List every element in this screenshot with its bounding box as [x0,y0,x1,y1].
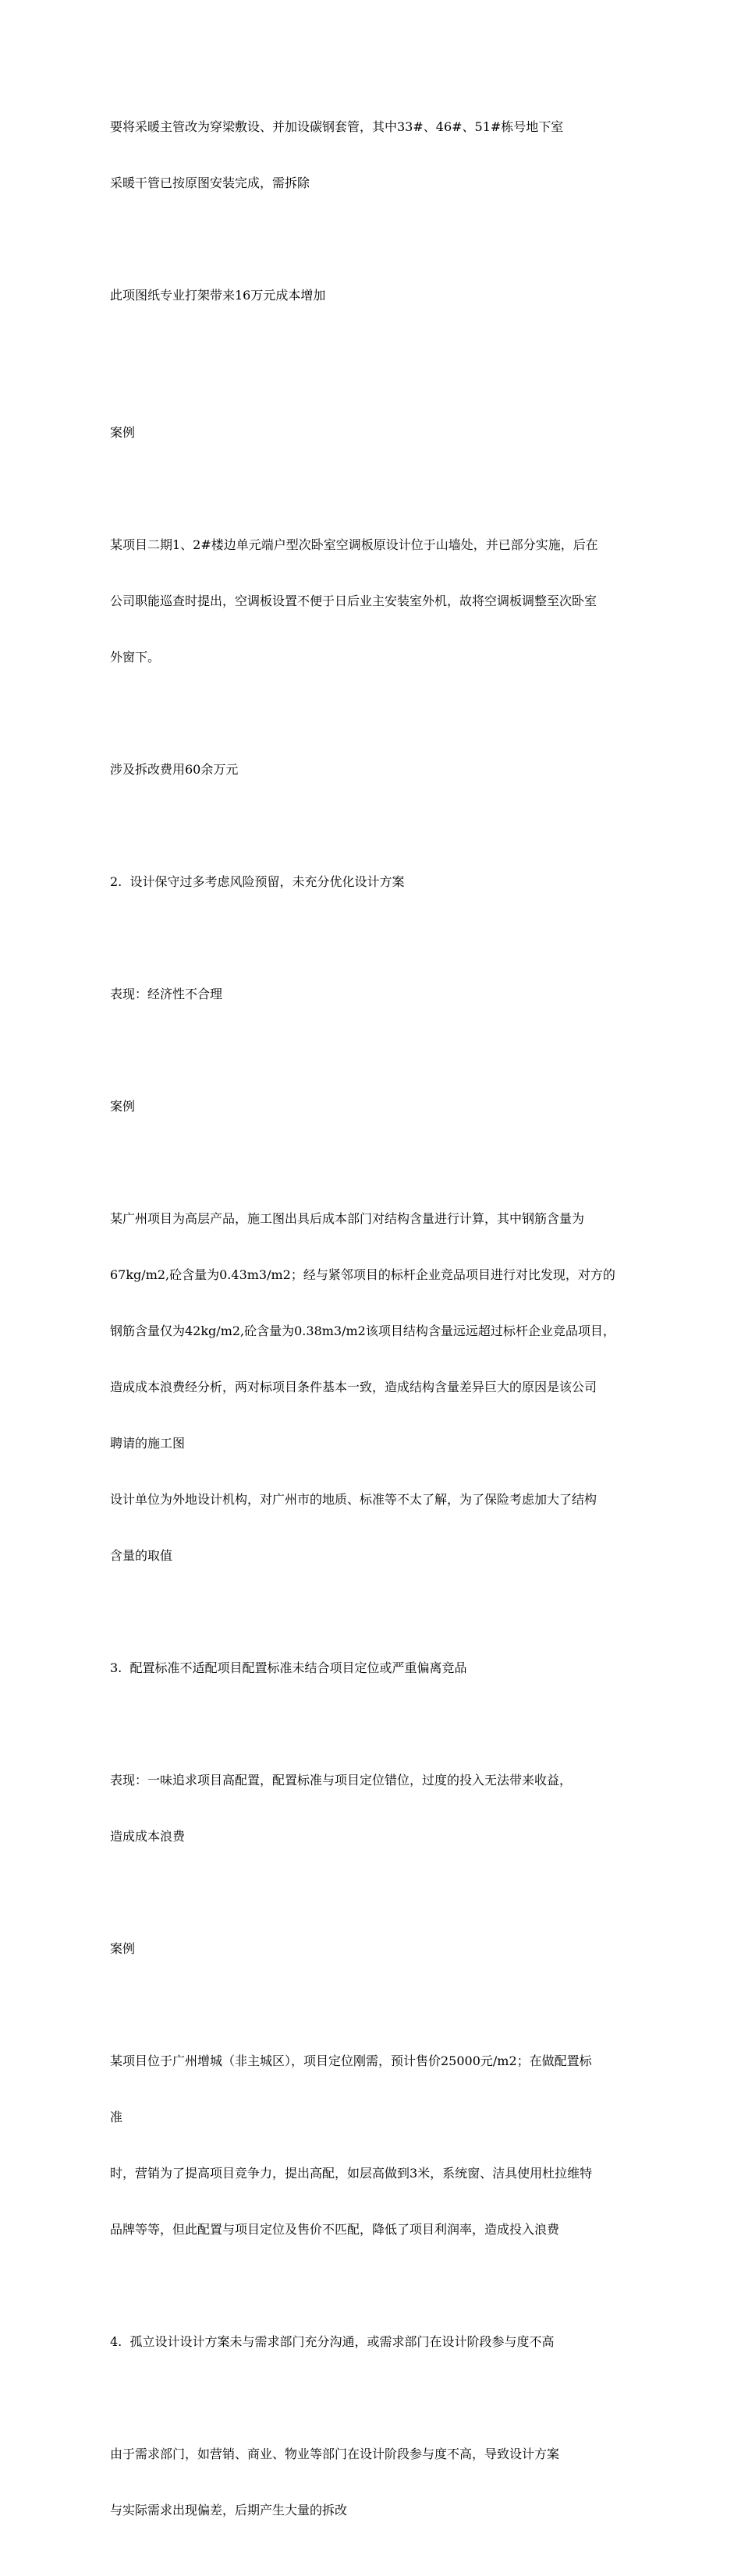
text-line: 案例 [110,1941,136,1956]
text-line: 设计单位为外地设计机构，对广州市的地质、标准等不太了解，为了保险考虑加大了结构 [110,1492,597,1507]
paragraph-demand-departments [110,2408,633,2557]
paragraph-guangzhou-case [110,1172,633,1603]
text-line: 某项目位于广州增城（非主城区），项目定位刚需，预计售价25000元/m2；在做配置标 [110,2053,592,2068]
section-heading-2 [110,835,633,929]
text-line: 采暖干管已按原图安装完成，需拆除 [110,175,310,190]
document-body [110,80,633,2576]
section-heading-4 [110,2295,633,2389]
text-line: 与实际需求出现偏差，后期产生大量的拆改 [110,2503,348,2518]
text-line: 涉及拆改费用60余万元 [110,762,239,777]
text-line: 67kg/m2,砼含量为0.43m3/m2；经与紧邻项目的标杆企业竞品项目进行对比发现，对方的 [110,1267,615,1282]
text-line: 案例 [110,425,136,440]
paragraph-manifestation [110,1734,633,1883]
text-line: 造成成本浪费 [110,1829,186,1844]
text-line: 案例 [110,1099,136,1114]
section-heading-3 [110,1621,633,1715]
paragraph-manifestation [110,948,633,1041]
text-line: 造成成本浪费经分析，两对标项目条件基本一致，造成结构含量差异巨大的原因是该公司 [110,1380,597,1394]
text-line: 某项目二期1、2#楼边单元端户型次卧室空调板原设计位于山墙处，并已部分实施，后在 [110,537,598,552]
text-line: 表现：一味追求项目高配置，配置标准与项目定位错位，过度的投入无法带来收益， [110,1773,573,1788]
text-line: 准 [110,2110,123,2124]
text-line: 4. 孤立设计设计方案未与需求部门充分沟通，或需求部门在设计阶段参与度不高 [110,2334,555,2349]
text-line: 聘请的施工图 [110,1436,186,1451]
text-line: 外窗下。 [110,650,161,664]
text-line: 由于需求部门，如营销、商业、物业等部门在设计阶段参与度不高，导致设计方案 [110,2447,560,2461]
paragraph-renovation-cost [110,723,633,817]
text-line: 表现：经济性不合理 [110,987,223,1001]
paragraph-heating-pipe [110,80,633,230]
paragraph-zengcheng-case [110,2014,633,2277]
text-line: 3. 配置标准不适配项目配置标准未结合项目定位或严重偏离竞品 [110,1660,467,1675]
text-line: 时，营销为了提高项目竞争力，提出高配，如层高做到3米，系统窗、洁具使用杜拉维特 [110,2166,593,2181]
text-line: 钢筋含量仅为42kg/m2,砼含量为0.38m3/m2该项目结构含量远远超过标杆企业竞品项目， [110,1323,615,1338]
paragraph-cost-increase [110,249,633,342]
paragraph-ac-board-case [110,498,633,704]
case-heading [110,386,633,480]
case-heading [110,1902,633,1996]
case-heading [110,1060,633,1153]
text-line: 品牌等等，但此配置与项目定位及售价不匹配，降低了项目利润率，造成投入浪费 [110,2222,560,2237]
text-line: 要将采暖主管改为穿梁敷设、并加设碳钢套管，其中33#、46#、51#栋号地下室 [110,119,564,134]
text-line: 某广州项目为高层产品，施工图出具后成本部门对结构含量进行计算，其中钢筋含量为 [110,1211,585,1226]
text-line: 公司职能巡查时提出，空调板设置不便于日后业主安装室外机，故将空调板调整至次卧室 [110,594,597,608]
text-line: 含量的取值 [110,1548,173,1563]
text-line: 此项图纸专业打架带来16万元成本增加 [110,288,326,303]
text-line: 2. 设计保守过多考虑风险预留，未充分优化设计方案 [110,874,405,889]
